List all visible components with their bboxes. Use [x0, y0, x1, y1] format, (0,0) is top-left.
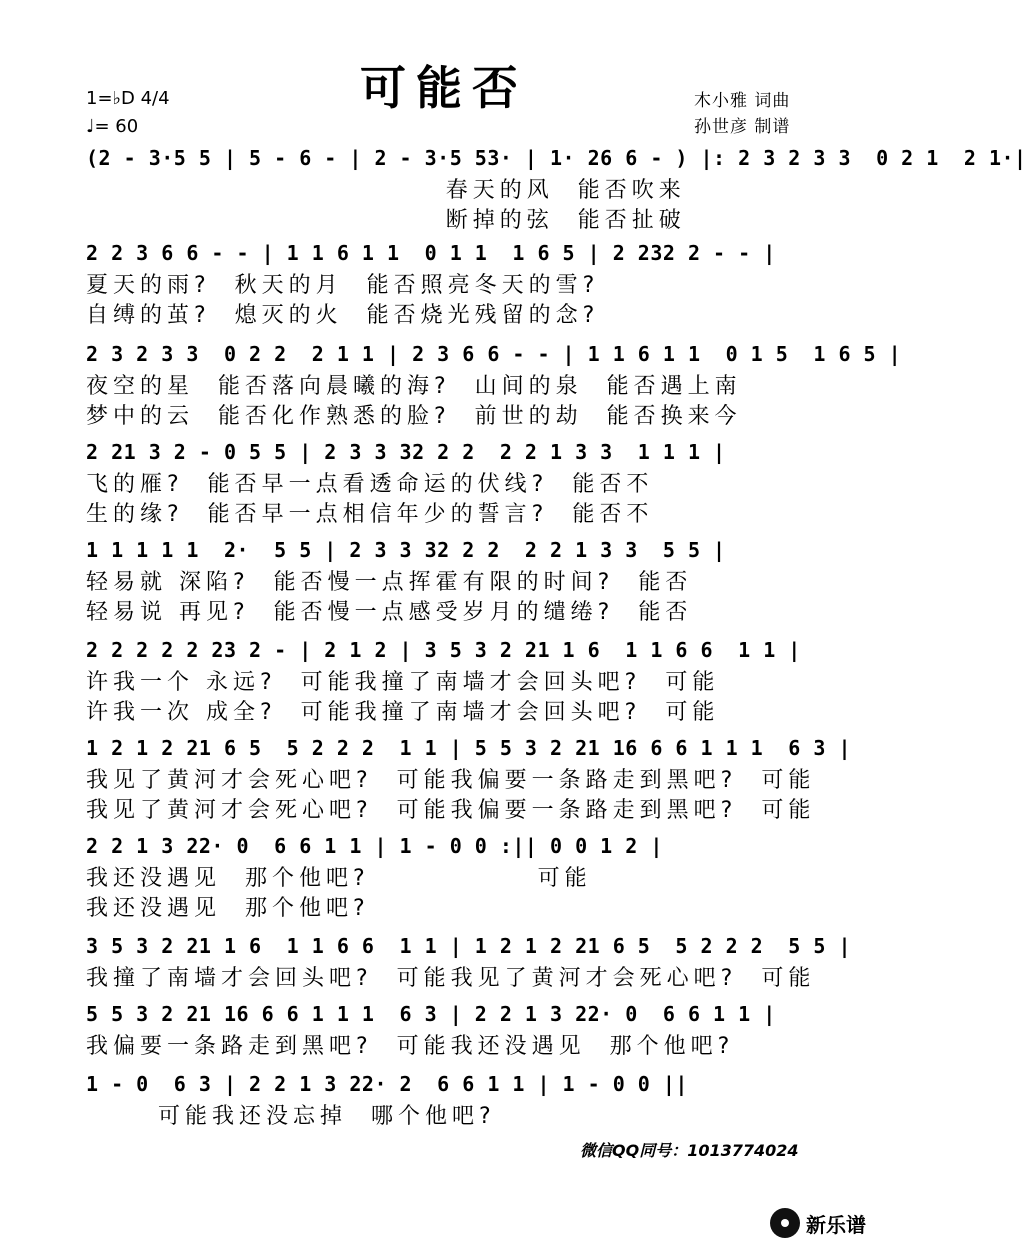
lyric-verse-1: 夏天的雨? 秋天的月 能否照亮冬天的雪? — [86, 273, 600, 298]
notation-line: 5 5 3 2 21 16 6 6 1 1 1 6 3 | 2 2 1 3 22· 0 6 6 1 1 | — [86, 1002, 776, 1026]
lyric-verse-1: 夜空的星 能否落向晨曦的海? 山间的泉 能否遇上南 — [86, 374, 742, 399]
notation-line: 2 2 1 3 22· 0 6 6 1 1 | 1 - 0 0 :|| 0 0 1 2 | — [86, 834, 663, 858]
lyric-verse-1: 飞的雁? 能否早一点看透命运的伏线? 能否不 — [86, 472, 654, 497]
logo-text: 新乐谱 — [806, 1212, 866, 1237]
staff-system — [86, 996, 802, 1062]
notation-line: 2 21 3 2 - 0 5 5 | 2 3 3 32 2 2 2 2 1 3 3 1 1 1 | — [86, 440, 726, 464]
staff-system — [86, 434, 802, 530]
song-title: 可能否 — [360, 61, 528, 115]
staff-system — [86, 532, 802, 628]
lyric-verse-1: 我撞了南墙才会回头吧? 可能我见了黄河才会死心吧? 可能 — [86, 966, 816, 991]
lyric-verse-1: 可能我还没忘掉 哪个他吧? — [86, 1104, 496, 1129]
lyric-verse-1: 轻易就 深陷? 能否慢一点挥霍有限的时间? 能否 — [86, 570, 693, 595]
notation-line: 2 2 3 6 6 - - | 1 1 6 1 1 0 1 1 1 6 5 | 2 232 2 - - | — [86, 241, 776, 265]
lyric-verse-1: 我偏要一条路走到黑吧? 可能我还没遇见 那个他吧? — [86, 1034, 735, 1059]
notation-line: (2 - 3·5 5 | 5 - 6 - | 2 - 3·5 53· | 1· 26 6 - ) |: 2 3 2 3 3 0 2 1 2 1·| — [86, 146, 1027, 170]
staff-system — [86, 235, 802, 331]
lyric-verse-2: 轻易说 再见? 能否慢一点感受岁月的缱绻? 能否 — [86, 600, 693, 625]
lyric-verse-2: 自缚的茧? 熄灭的火 能否烧光残留的念? — [86, 303, 600, 328]
staff-system — [86, 928, 852, 994]
tempo-mark: ♩= 60 — [86, 116, 139, 137]
lyric-verse-1: 春天的风 能否吹来 — [86, 178, 686, 203]
notation-line: 1 1 1 1 1 2· 5 5 | 2 3 3 32 2 2 2 2 1 3 3 5 5 | — [86, 538, 726, 562]
notation-line: 2 2 2 2 2 23 2 - | 2 1 2 | 3 5 3 2 21 1 6 1 1 6 6 1 1 | — [86, 638, 801, 662]
notation-line: 2 3 2 3 3 0 2 2 2 1 1 | 2 3 6 6 - - | 1 1 6 1 1 0 1 5 1 6 5 | — [86, 342, 902, 366]
notation-line: 1 - 0 6 3 | 2 2 1 3 22· 2 6 6 1 1 | 1 - 0 0 || — [86, 1072, 688, 1096]
lyric-verse-2: 生的缘? 能否早一点相信年少的誓言? 能否不 — [86, 502, 654, 527]
lyric-verse-1: 我见了黄河才会死心吧? 可能我偏要一条路走到黑吧? 可能 — [86, 768, 816, 793]
lyric-verse-1: 我还没遇见 那个他吧? 可能 — [86, 866, 592, 891]
staff-system — [86, 730, 852, 826]
lyric-verse-2: 梦中的云 能否化作熟悉的脸? 前世的劫 能否换来今 — [86, 404, 742, 429]
lyric-verse-2: 我还没遇见 那个他吧? — [86, 896, 370, 921]
lyricist-composer-credit: 木小雅 词曲 — [694, 91, 791, 111]
lyric-verse-2: 断掉的弦 能否扯破 — [86, 208, 686, 233]
lyric-verse-2: 许我一次 成全? 可能我撞了南墙才会回头吧? 可能 — [86, 700, 720, 725]
staff-system — [86, 140, 1027, 236]
notation-line: 1 2 1 2 21 6 5 5 2 2 2 1 1 | 5 5 3 2 21 16 6 6 1 1 1 6 3 | — [86, 736, 852, 760]
staff-system — [86, 632, 802, 728]
lyric-verse-1: 许我一个 永远? 可能我撞了南墙才会回头吧? 可能 — [86, 670, 720, 695]
site-logo — [770, 1208, 866, 1238]
contact-watermark: 微信QQ同号：1013774024 — [580, 1141, 799, 1160]
key-signature: 1=♭D 4/4 — [86, 88, 170, 109]
staff-system — [86, 336, 902, 432]
staff-system — [86, 1066, 802, 1132]
arranger-credit: 孙世彦 制谱 — [694, 117, 791, 137]
notation-line: 3 5 3 2 21 1 6 1 1 6 6 1 1 | 1 2 1 2 21 6 5 5 2 2 2 5 5 | — [86, 934, 852, 958]
vinyl-disc-icon — [770, 1208, 800, 1238]
lyric-verse-2: 我见了黄河才会死心吧? 可能我偏要一条路走到黑吧? 可能 — [86, 798, 816, 823]
staff-system — [86, 828, 802, 924]
